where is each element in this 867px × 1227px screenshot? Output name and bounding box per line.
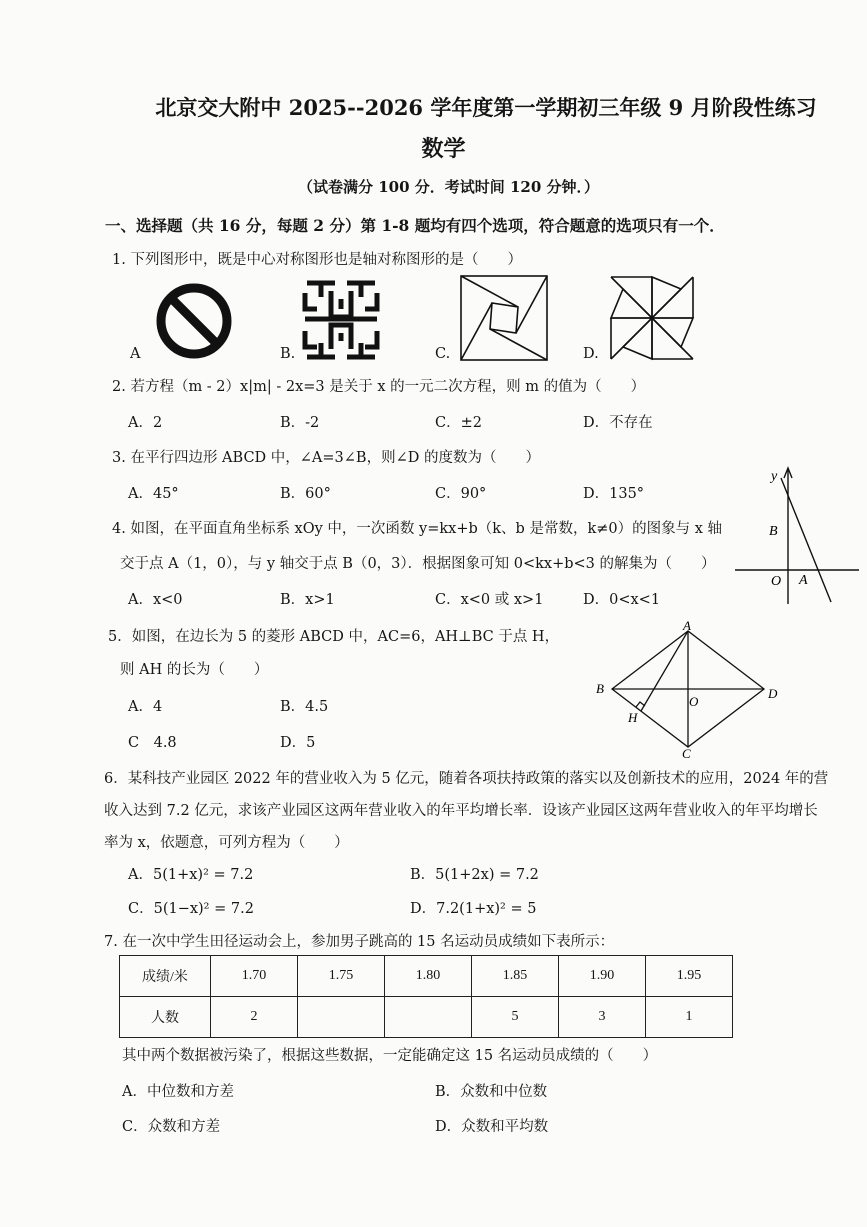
q5-option-d[interactable]: D．5 <box>280 735 316 751</box>
rhombus-label-c: C <box>682 746 691 761</box>
q6-option-c[interactable]: C．5(1−x)² = 7.2 <box>128 901 254 917</box>
figure-rhombus <box>592 618 788 760</box>
q3-option-c[interactable]: C．90° <box>435 486 487 502</box>
question-7-note: 其中两个数据被污染了，根据这些数据，一定能确定这 15 名运动员成绩的（ ） <box>122 1048 658 1064</box>
q1-option-c[interactable]: C. <box>435 346 451 362</box>
figure-pinwheel-square <box>458 273 550 363</box>
graph-label-o: O <box>771 574 782 589</box>
table-cell <box>385 997 472 1038</box>
q6-option-d[interactable]: D．7.2(1+x)² = 5 <box>410 901 537 917</box>
q6-option-a[interactable]: A．5(1+x)² = 7.2 <box>128 867 254 883</box>
question-6-line1: 6．某科技产业园区 2022 年的营业收入为 5 亿元，随着各项扶持政策的落实以及创新技术的应用，2024 年的营 <box>104 771 829 787</box>
table-cell: 人数 <box>120 997 211 1038</box>
table-cell: 1.85 <box>472 956 559 997</box>
table-cell: 1 <box>646 997 733 1038</box>
question-4-stem-line2: 交于点 A（1，0），与 y 轴交于点 B（0，3）．根据图象可知 0<kx+b<3 的解集为（ ） <box>120 556 716 572</box>
graph-label-a: A <box>799 573 808 588</box>
q7-option-b[interactable]: B．众数和中位数 <box>435 1084 548 1100</box>
q3-option-b[interactable]: B．60° <box>280 486 331 502</box>
table-cell: 1.70 <box>211 956 298 997</box>
table-cell <box>298 997 385 1038</box>
q3-option-a[interactable]: A．45° <box>128 486 179 502</box>
question-6-line2: 收入达到 7.2 亿元，求该产业园区这两年营业收入的年平均增长率．设该产业园区这两年营业收入的年平均增长 <box>104 803 818 819</box>
rhombus-label-b: B <box>596 681 604 696</box>
q1-option-b[interactable]: B. <box>280 346 296 362</box>
q4-option-a[interactable]: A．x<0 <box>128 592 183 608</box>
figure-pinwheel <box>609 275 695 361</box>
q4-option-d[interactable]: D．0<x<1 <box>583 592 661 608</box>
rhombus-label-o: O <box>689 694 699 709</box>
question-7-stem: 7. 在一次中学生田径运动会上，参加男子跳高的 15 名运动员成绩如下表所示： <box>104 934 615 950</box>
question-1-stem: 1. 下列图形中，既是中心对称图形也是轴对称图形的是（ ） <box>112 252 522 268</box>
subject-title: 数学 <box>421 136 466 162</box>
figure-fret-pattern <box>301 279 381 361</box>
table-cell: 1.80 <box>385 956 472 997</box>
graph-label-b: B <box>769 524 778 539</box>
q6-option-b[interactable]: B．5(1+2x) = 7.2 <box>410 867 539 883</box>
q2-option-d[interactable]: D．不存在 <box>583 415 653 431</box>
section-heading: 一、选择题（共 16 分，每题 2 分）第 1-8 题均有四个选项，符合题意的选项只有一个． <box>105 216 725 235</box>
q2-option-a[interactable]: A．2 <box>128 415 163 431</box>
question-5-stem-line1: 5．如图，在边长为 5 的菱形 ABCD 中，AC=6，AH⊥BC 于点 H， <box>108 629 560 645</box>
q7-option-d[interactable]: D．众数和平均数 <box>435 1119 549 1135</box>
table-cell: 3 <box>559 997 646 1038</box>
exam-note: （试卷满分 100 分．考试时间 120 分钟．） <box>297 178 599 196</box>
q4-option-c[interactable]: C．x<0 或 x>1 <box>435 592 544 608</box>
q5-option-b[interactable]: B．4.5 <box>280 699 329 715</box>
table-cell: 成绩/米 <box>120 956 211 997</box>
table-row <box>120 997 733 1038</box>
figure-no-sign <box>152 280 236 362</box>
table-cell: 5 <box>472 997 559 1038</box>
figure-linear-graph <box>735 462 860 607</box>
question-6-line3: 率为 x，依题意，可列方程为（ ） <box>104 835 349 851</box>
rhombus-label-a: A <box>683 618 691 633</box>
question-3-stem: 3. 在平行四边形 ABCD 中，∠A=3∠B，则∠D 的度数为（ ） <box>112 450 540 466</box>
exam-title: 北京交大附中 2025--2026 学年度第一学期初三年级 9 月阶段性练习 <box>155 95 817 120</box>
table-cell: 1.90 <box>559 956 646 997</box>
q4-option-b[interactable]: B．x>1 <box>280 592 335 608</box>
question-2-stem: 2. 若方程（m - 2）x|m| - 2x=3 是关于 x 的一元二次方程，则 m 的值为（ ） <box>112 379 646 395</box>
q3-option-d[interactable]: D．135° <box>583 486 645 502</box>
rhombus-label-h: H <box>628 710 638 725</box>
table-cell: 1.75 <box>298 956 385 997</box>
q2-option-c[interactable]: C．±2 <box>435 415 482 431</box>
table-row <box>120 956 733 997</box>
q5-option-c[interactable]: C 4.8 <box>128 735 177 751</box>
q1-option-a[interactable]: A <box>130 346 141 362</box>
graph-label-y: y <box>771 469 778 484</box>
question-4-stem-line1: 4. 如图，在平面直角坐标系 xOy 中，一次函数 y=kx+b（k、b 是常数，k≠0）的图象与 x 轴 <box>112 521 722 537</box>
q1-option-d[interactable]: D. <box>583 346 599 362</box>
question-5-stem-line2: 则 AH 的长为（ ） <box>120 662 269 678</box>
score-table <box>119 955 733 1038</box>
q5-option-a[interactable]: A．4 <box>128 699 163 715</box>
q2-option-b[interactable]: B．-2 <box>280 415 320 431</box>
q7-option-c[interactable]: C．众数和方差 <box>122 1119 221 1135</box>
rhombus-label-d: D <box>768 686 778 701</box>
q7-option-a[interactable]: A．中位数和方差 <box>122 1084 234 1100</box>
table-cell: 1.95 <box>646 956 733 997</box>
table-cell: 2 <box>211 997 298 1038</box>
